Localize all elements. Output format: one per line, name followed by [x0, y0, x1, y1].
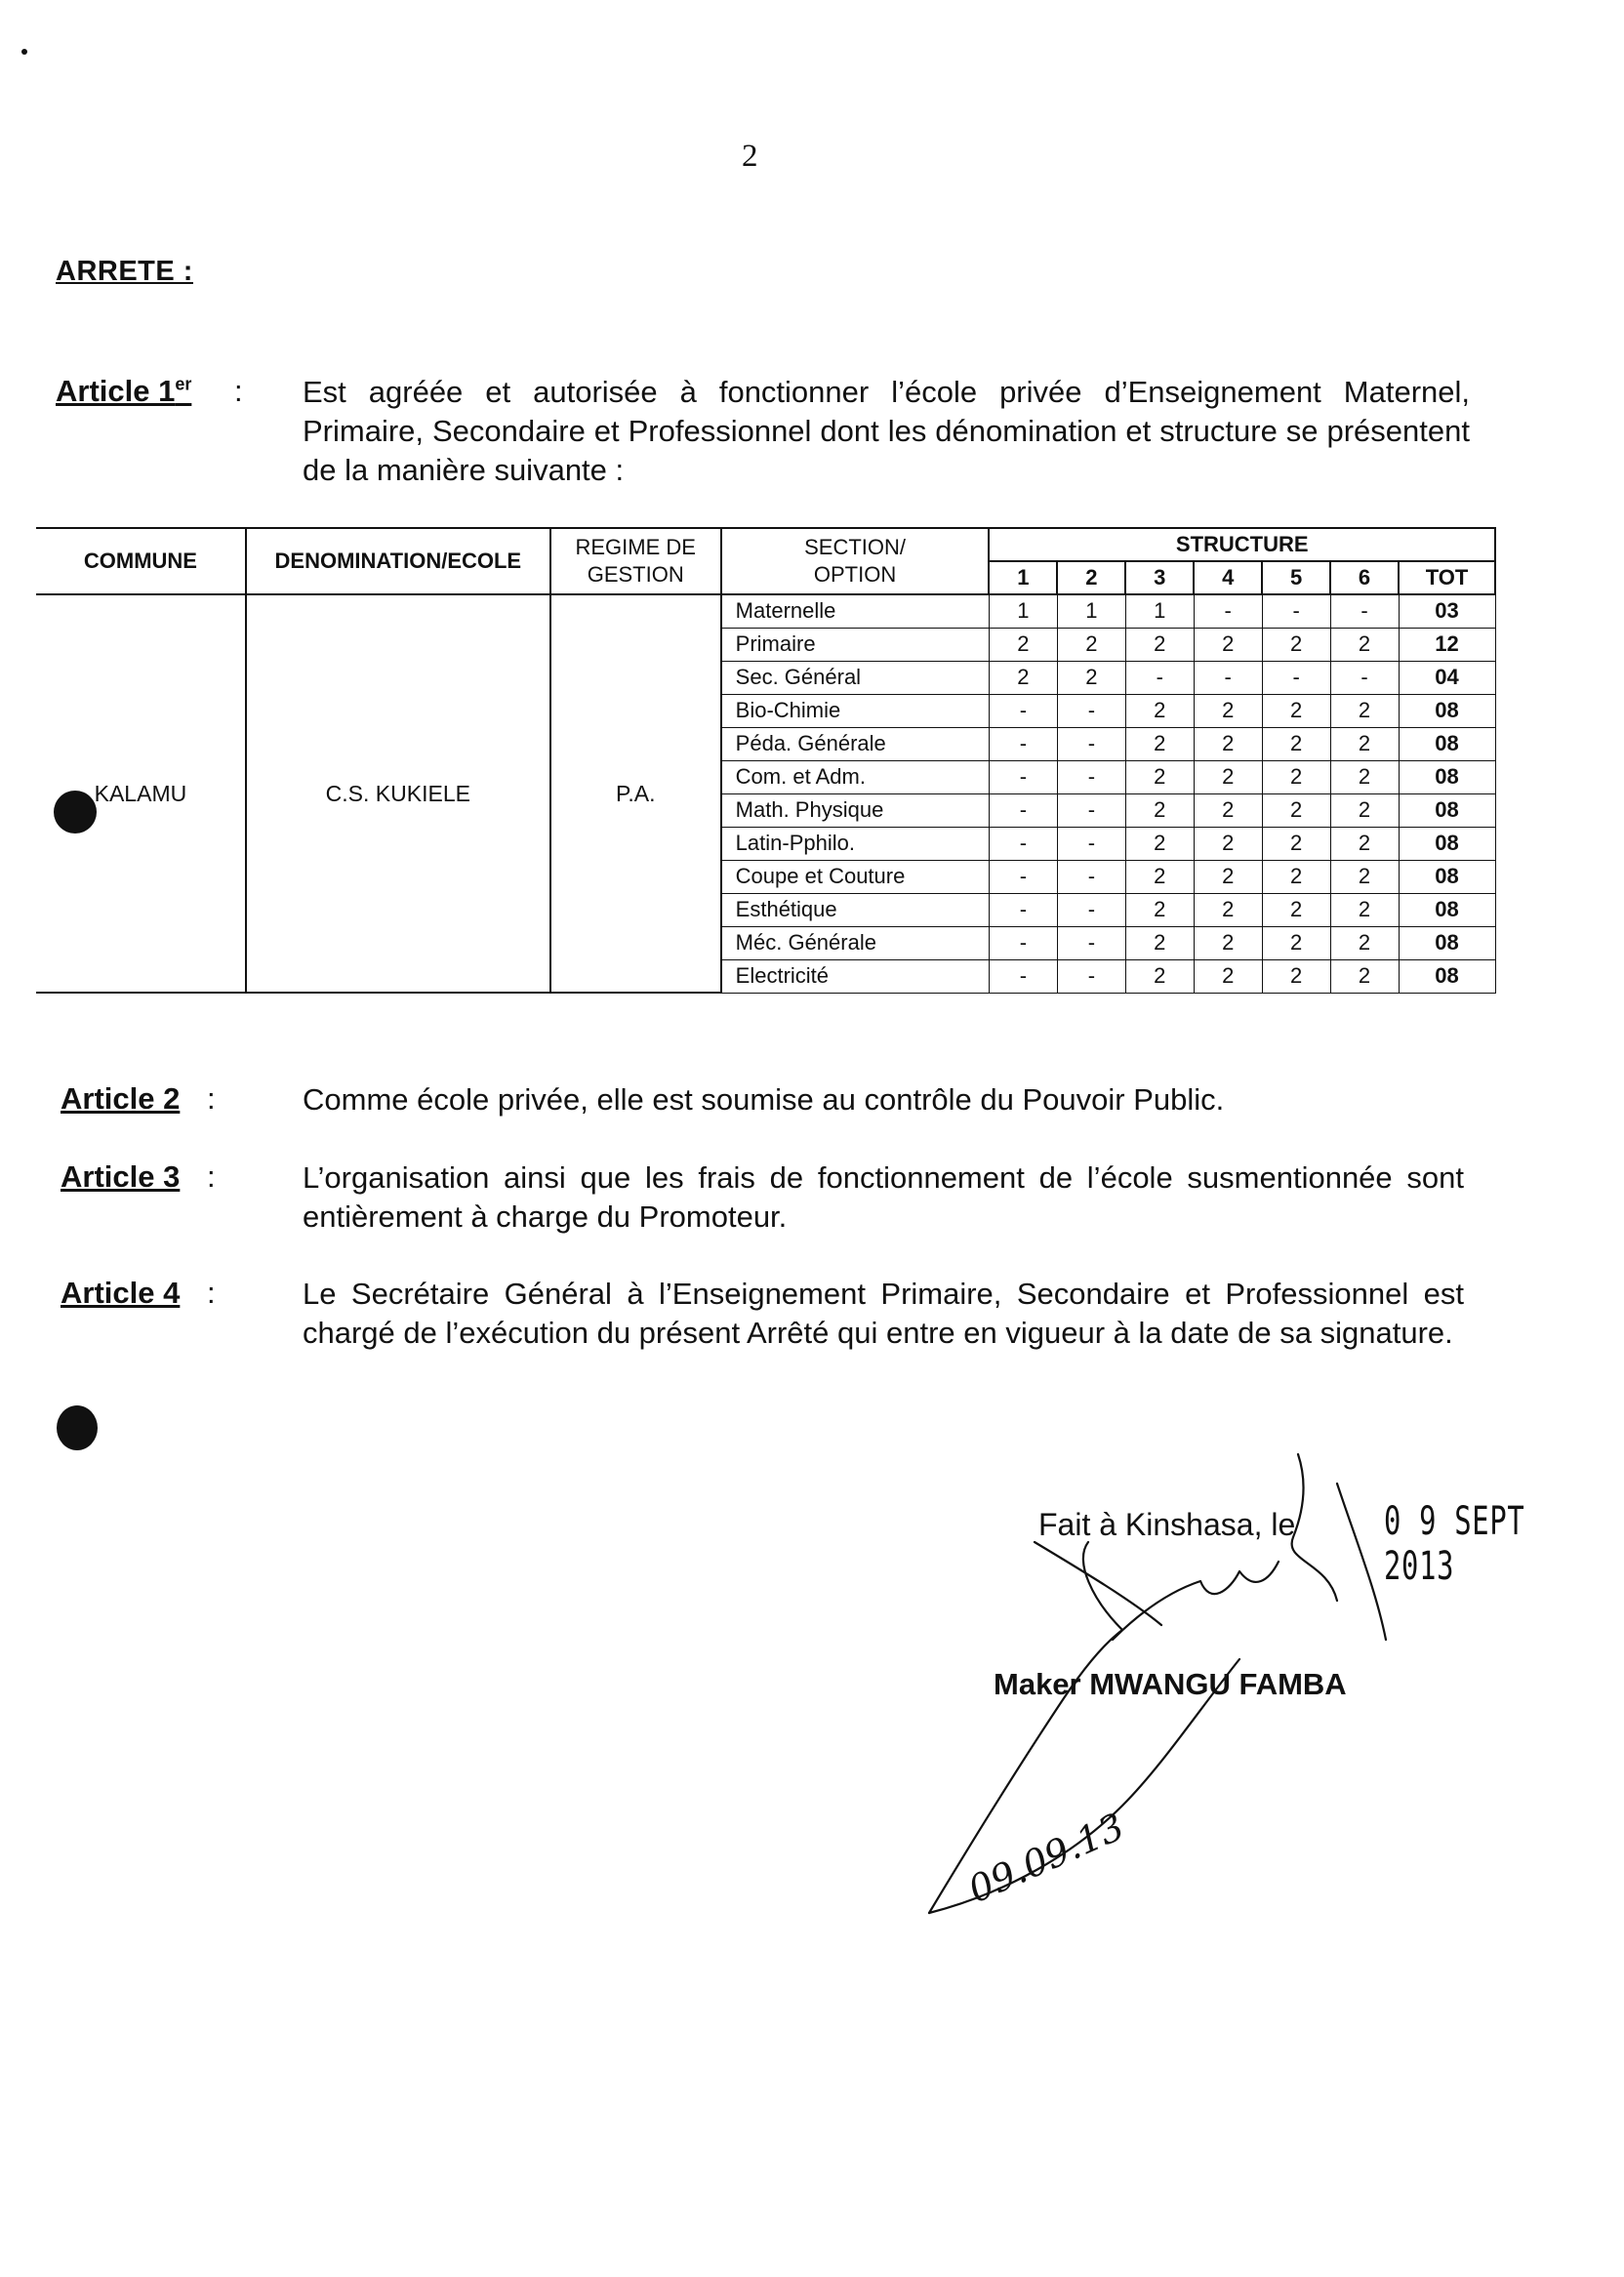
cell-level-1: -	[989, 793, 1057, 827]
scan-speck	[21, 49, 27, 55]
header-level-6: 6	[1330, 561, 1399, 594]
cell-level-6: 2	[1330, 959, 1399, 993]
article-4-label-text: Article 4	[61, 1276, 181, 1310]
cell-level-3: 2	[1125, 628, 1194, 661]
place-and-date-label: Fait à Kinshasa, le	[1038, 1507, 1296, 1542]
cell-total: 08	[1399, 727, 1495, 760]
cell-level-1: -	[989, 893, 1057, 926]
cell-section: Sec. Général	[721, 661, 990, 694]
table-row	[36, 594, 1495, 628]
cell-level-4: 2	[1194, 628, 1262, 661]
cell-total: 08	[1399, 827, 1495, 860]
cell-level-6: 2	[1330, 694, 1399, 727]
cell-level-3: 1	[1125, 594, 1194, 628]
header-regime-line2: GESTION	[587, 562, 684, 587]
header-section	[721, 528, 990, 594]
cell-level-1: -	[989, 926, 1057, 959]
header-level-1: 1	[989, 561, 1057, 594]
cell-level-2: -	[1057, 793, 1125, 827]
cell-level-5: 2	[1262, 793, 1330, 827]
cell-level-5: -	[1262, 594, 1330, 628]
article-3-label	[61, 1159, 180, 1195]
cell-level-5: 2	[1262, 727, 1330, 760]
header-commune: COMMUNE	[36, 528, 246, 594]
article-1-text: Est agréée et autorisée à fonctionner l’école privée d’Enseignement Maternel, Primaire, Secondaire et Professionnel dont les dénomination et structure se présentent de la manière suivante :	[303, 375, 1470, 487]
cell-level-5: 2	[1262, 860, 1330, 893]
cell-level-4: 2	[1194, 893, 1262, 926]
cell-level-3: 2	[1125, 793, 1194, 827]
cell-level-3: 2	[1125, 827, 1194, 860]
cell-level-4: 2	[1194, 926, 1262, 959]
article-1-colon: :	[234, 374, 243, 408]
punch-hole-bottom	[57, 1405, 98, 1450]
page-number: 2	[742, 139, 758, 174]
cell-level-3: 2	[1125, 959, 1194, 993]
cell-level-4: 2	[1194, 760, 1262, 793]
header-section-line1: SECTION/	[804, 535, 907, 559]
cell-section: Math. Physique	[721, 793, 990, 827]
article-1-label-text: Article 1	[56, 374, 176, 408]
cell-level-6: 2	[1330, 860, 1399, 893]
cell-level-6: -	[1330, 661, 1399, 694]
cell-level-6: 2	[1330, 827, 1399, 860]
article-1-sup: er	[175, 374, 192, 394]
cell-level-2: -	[1057, 893, 1125, 926]
cell-level-6: 2	[1330, 760, 1399, 793]
cell-regime: P.A.	[550, 594, 721, 993]
cell-level-2: -	[1057, 959, 1125, 993]
cell-section: Electricité	[721, 959, 990, 993]
cell-total: 03	[1399, 594, 1495, 628]
article-4-text: Le Secrétaire Général à l’Enseignement Primaire, Secondaire et Professionnel est chargé de l’exécution du présent Arrêté qui entre en vigueur à la date de sa signature.	[303, 1277, 1464, 1350]
cell-level-1: 2	[989, 628, 1057, 661]
cell-level-6: -	[1330, 594, 1399, 628]
header-level-4: 4	[1194, 561, 1262, 594]
cell-section: Bio-Chimie	[721, 694, 990, 727]
signatory-name: Maker MWANGU FAMBA	[994, 1667, 1347, 1701]
cell-level-6: 2	[1330, 793, 1399, 827]
cell-level-2: -	[1057, 827, 1125, 860]
cell-level-5: 2	[1262, 694, 1330, 727]
cell-level-5: 2	[1262, 827, 1330, 860]
cell-level-1: -	[989, 860, 1057, 893]
cell-level-3: 2	[1125, 893, 1194, 926]
cell-level-5: 2	[1262, 959, 1330, 993]
cell-level-1: -	[989, 727, 1057, 760]
structure-table	[36, 527, 1496, 994]
cell-total: 08	[1399, 793, 1495, 827]
cell-level-6: 2	[1330, 628, 1399, 661]
header-level-2: 2	[1057, 561, 1125, 594]
cell-level-2: -	[1057, 760, 1125, 793]
cell-level-4: 2	[1194, 694, 1262, 727]
header-structure: STRUCTURE	[989, 528, 1495, 561]
header-denomination: DENOMINATION/ECOLE	[246, 528, 550, 594]
header-level-3: 3	[1125, 561, 1194, 594]
cell-level-2: 1	[1057, 594, 1125, 628]
cell-total: 12	[1399, 628, 1495, 661]
cell-total: 08	[1399, 694, 1495, 727]
cell-level-1: -	[989, 760, 1057, 793]
cell-level-2: 2	[1057, 661, 1125, 694]
cell-section: Esthétique	[721, 893, 990, 926]
arrete-heading: ARRETE :	[56, 256, 193, 287]
punch-hole-top	[54, 791, 97, 834]
cell-level-4: 2	[1194, 793, 1262, 827]
cell-level-4: 2	[1194, 827, 1262, 860]
structure-table-body	[36, 594, 1495, 993]
article-2-label	[61, 1081, 180, 1117]
article-3-colon: :	[207, 1159, 216, 1194]
cell-section: Méc. Générale	[721, 926, 990, 959]
cell-level-3: -	[1125, 661, 1194, 694]
cell-level-5: 2	[1262, 760, 1330, 793]
cell-level-1: -	[989, 959, 1057, 993]
cell-total: 08	[1399, 959, 1495, 993]
cell-level-3: 2	[1125, 694, 1194, 727]
signature-loop	[1083, 1542, 1122, 1630]
article-3-text: L’organisation ainsi que les frais de fonctionnement de l’école susmentionnée sont entièrement à charge du Promoteur.	[303, 1160, 1464, 1234]
signature-scrawl	[1113, 1562, 1279, 1640]
header-level-5: 5	[1262, 561, 1330, 594]
cell-level-2: -	[1057, 694, 1125, 727]
article-4-colon: :	[207, 1276, 216, 1310]
article-2-label-text: Article 2	[61, 1081, 181, 1116]
cell-level-1: -	[989, 694, 1057, 727]
handwritten-signature	[917, 1444, 1425, 1952]
cell-total: 08	[1399, 860, 1495, 893]
date-stamp: 0 9 SEPT 2013	[1384, 1499, 1525, 1589]
cell-level-4: -	[1194, 594, 1262, 628]
cell-total: 08	[1399, 926, 1495, 959]
cell-section: Maternelle	[721, 594, 990, 628]
cell-level-5: -	[1262, 661, 1330, 694]
cell-level-3: 2	[1125, 926, 1194, 959]
header-regime	[550, 528, 721, 594]
cell-level-4: 2	[1194, 727, 1262, 760]
cell-level-3: 2	[1125, 860, 1194, 893]
header-total: TOT	[1399, 561, 1495, 594]
cell-commune: KALAMU	[36, 594, 246, 993]
handwritten-date: 09.09.13	[961, 1805, 1131, 1912]
cell-level-4: 2	[1194, 860, 1262, 893]
signature-tail	[1337, 1484, 1386, 1640]
cell-level-3: 2	[1125, 727, 1194, 760]
article-2-text: Comme école privée, elle est soumise au contrôle du Pouvoir Public.	[303, 1082, 1225, 1117]
cell-level-6: 2	[1330, 926, 1399, 959]
cell-level-5: 2	[1262, 628, 1330, 661]
cell-denomination: C.S. KUKIELE	[246, 594, 550, 993]
cell-total: 08	[1399, 760, 1495, 793]
cell-level-4: -	[1194, 661, 1262, 694]
article-3-label-text: Article 3	[61, 1159, 181, 1194]
signature-flourish	[1292, 1454, 1337, 1601]
cell-level-1: 2	[989, 661, 1057, 694]
cell-level-1: -	[989, 827, 1057, 860]
cell-level-3: 2	[1125, 760, 1194, 793]
cell-level-2: -	[1057, 926, 1125, 959]
cell-section: Latin-Pphilo.	[721, 827, 990, 860]
cell-total: 04	[1399, 661, 1495, 694]
cell-section: Coupe et Couture	[721, 860, 990, 893]
cell-level-5: 2	[1262, 926, 1330, 959]
article-1-label	[56, 374, 191, 409]
cell-section: Péda. Générale	[721, 727, 990, 760]
cell-section: Primaire	[721, 628, 990, 661]
cell-level-2: 2	[1057, 628, 1125, 661]
cell-total: 08	[1399, 893, 1495, 926]
header-section-line2: OPTION	[813, 562, 897, 587]
article-2-colon: :	[207, 1081, 216, 1116]
cell-section: Com. et Adm.	[721, 760, 990, 793]
article-4-label	[61, 1276, 180, 1311]
cell-level-1: 1	[989, 594, 1057, 628]
cell-level-6: 2	[1330, 893, 1399, 926]
cell-level-6: 2	[1330, 727, 1399, 760]
header-regime-line1: REGIME DE	[575, 535, 696, 559]
cell-level-2: -	[1057, 727, 1125, 760]
cell-level-4: 2	[1194, 959, 1262, 993]
cell-level-5: 2	[1262, 893, 1330, 926]
cell-level-2: -	[1057, 860, 1125, 893]
